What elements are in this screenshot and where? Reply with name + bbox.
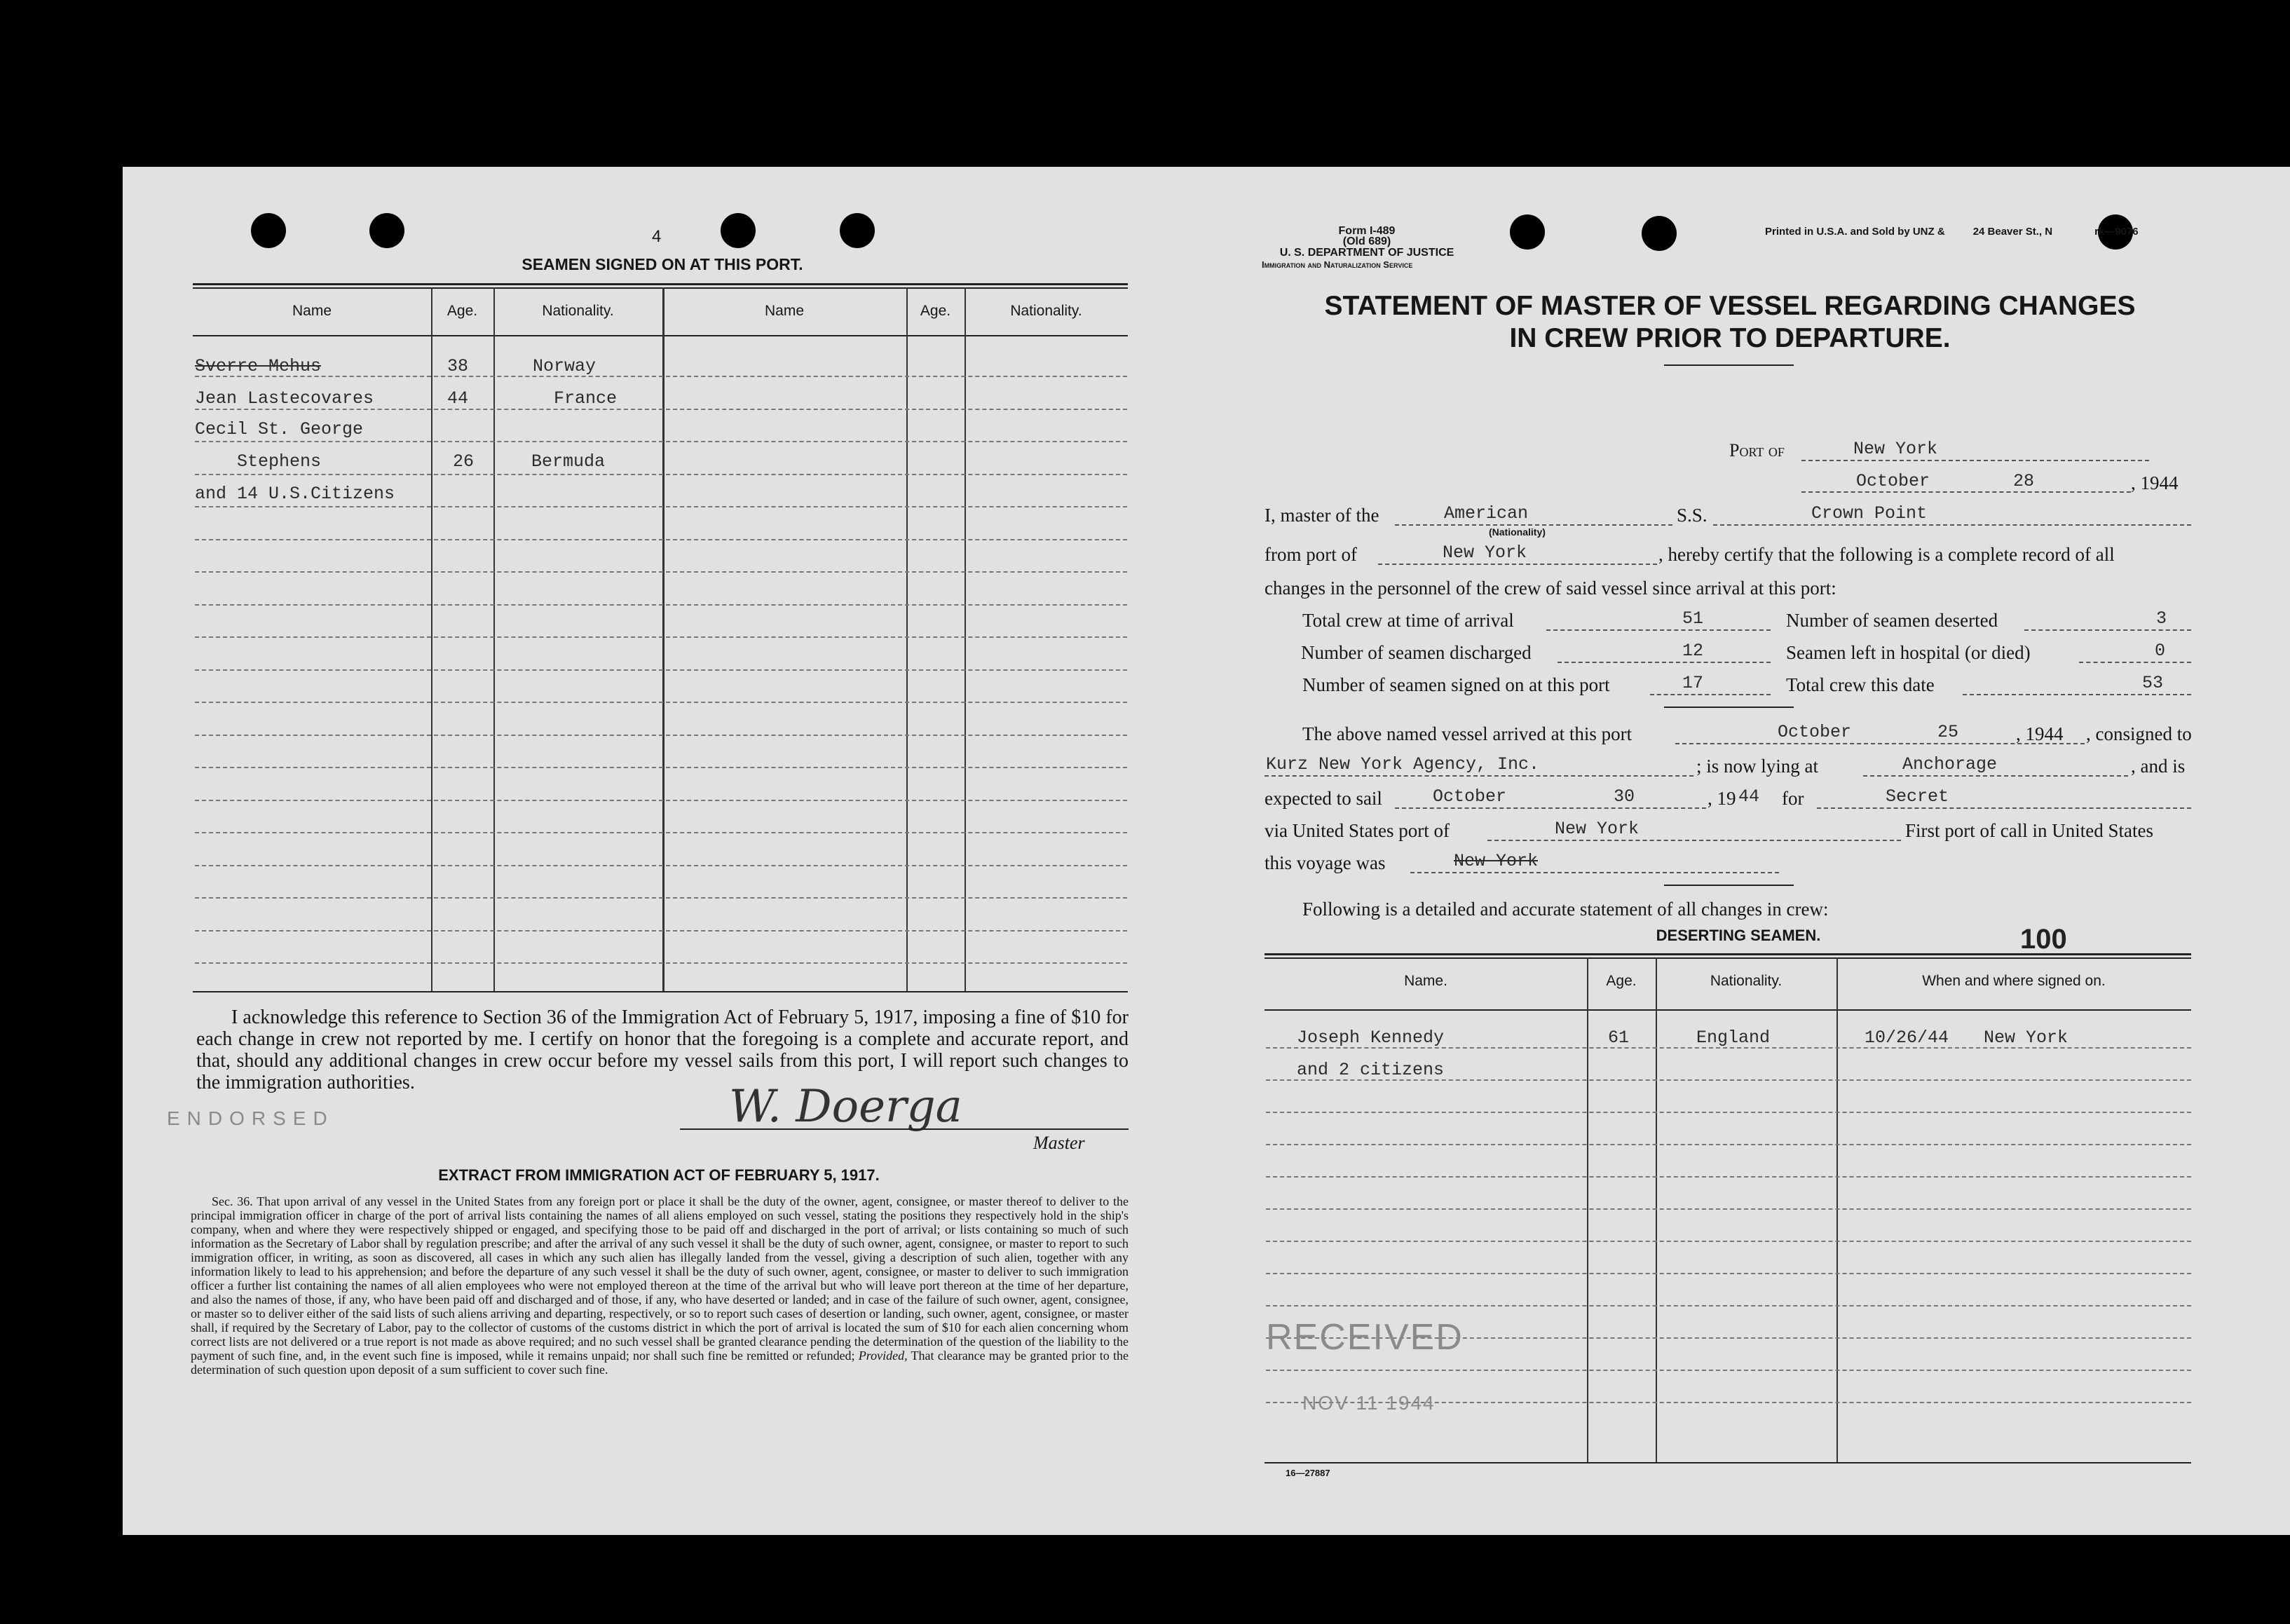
column-divider xyxy=(1656,957,1657,1462)
signed-on-value: 17 xyxy=(1682,673,1704,693)
row-rule xyxy=(195,636,1127,638)
column-divider xyxy=(965,287,966,991)
desert-col-age: Age. xyxy=(1606,973,1637,989)
destination: Secret xyxy=(1886,786,1949,807)
desert-col-nationality: Nationality. xyxy=(1710,973,1783,989)
row-rule xyxy=(1266,1370,2191,1371)
col-header-name: Name xyxy=(292,303,332,319)
sail-month: October xyxy=(1433,786,1507,807)
extract-title: EXTRACT FROM IMMIGRATION ACT OF FEBRUARY 5, 1917. xyxy=(438,1166,880,1184)
expected-label: expected to sail xyxy=(1265,788,1382,809)
via-value: New York xyxy=(1555,819,1640,839)
desert-nationality-cell: England xyxy=(1696,1028,1771,1048)
column-divider xyxy=(431,287,432,991)
crew-age-cell: 38 xyxy=(447,356,469,376)
row-rule xyxy=(195,539,1127,540)
service: Immigration and Naturalization Service xyxy=(1262,259,1413,270)
lying-line xyxy=(1863,775,2128,777)
crew-nationality-cell: Norway xyxy=(533,356,597,376)
this-voyage-label: this voyage was xyxy=(1265,852,1386,873)
acknowledgment-text: I acknowledge this reference to Section 36 of the Immigration Act of February 5, 1917, imposing a fine of $10 for each change in crew not reported by me. I certify on honor that the foregoing is a complete and accurate report, and that, should any additional changes in crew occur before my vessel sails from this port, I will report such changes to the immigration authorities. xyxy=(196,1007,1129,1093)
title-underline xyxy=(1664,364,1794,366)
col-header-nationality-2: Nationality. xyxy=(1010,303,1082,319)
col-header-nationality: Nationality. xyxy=(542,303,614,319)
total-arrival-line xyxy=(1546,629,1771,631)
port-label: Port of xyxy=(1729,440,1785,460)
printer-text: Printed in U.S.A. and Sold by UNZ & xyxy=(1765,226,1945,238)
from-port-line xyxy=(1378,564,1657,565)
crew-nationality-cell: Bermuda xyxy=(531,451,606,472)
desert-table-top-rule xyxy=(1265,953,2191,955)
form-title xyxy=(1258,290,2202,355)
port-line xyxy=(1801,460,2149,461)
form-number-block xyxy=(1311,226,1423,247)
this-voyage-line xyxy=(1410,872,1779,873)
row-rule xyxy=(1266,1176,2191,1178)
signature-line xyxy=(680,1128,1129,1130)
signed-on-line xyxy=(1650,694,1771,695)
crew-age-cell: 44 xyxy=(447,388,469,409)
endorsed-stamp: ENDORSED xyxy=(167,1107,334,1129)
total-date-value: 53 xyxy=(2142,673,2164,693)
stamp-number: 100 xyxy=(2020,924,2067,955)
row-rule xyxy=(195,506,1127,507)
from-port-label: from port of xyxy=(1265,544,1357,565)
printer-text-2: 24 Beaver St., N xyxy=(1972,226,2053,238)
col-header-age-2: Age. xyxy=(920,303,951,319)
row-rule xyxy=(195,571,1127,573)
crew-name-cell: and 14 U.S.Citizens xyxy=(195,484,395,504)
column-divider xyxy=(906,287,908,991)
sail-day: 30 xyxy=(1614,786,1635,807)
total-date-line xyxy=(1963,694,2191,695)
desert-where-cell: New York xyxy=(1984,1028,2069,1048)
row-rule xyxy=(195,735,1127,736)
row-rule xyxy=(195,441,1127,442)
nationality-caption: (Nationality) xyxy=(1489,526,1546,538)
crew-name-cell: Cecil St. George xyxy=(195,419,364,439)
deserted-label: Number of seamen deserted xyxy=(1786,610,1998,631)
signed-on-label: Number of seamen signed on at this port xyxy=(1302,674,1610,695)
changes-text: changes in the personnel of the crew of said vessel since arrival at this port: xyxy=(1265,578,1836,599)
row-rule xyxy=(1266,1144,2191,1145)
desert-header-rule xyxy=(1265,1009,2191,1011)
section-title: SEAMEN SIGNED ON AT THIS PORT. xyxy=(522,255,803,273)
provided-label: Provided, xyxy=(858,1349,908,1363)
column-divider xyxy=(493,287,495,991)
hospital-value: 0 xyxy=(2155,641,2166,661)
row-rule xyxy=(1266,1241,2191,1242)
via-line xyxy=(1487,840,1901,841)
printer-line xyxy=(1765,226,2139,238)
lying-label: ; is now lying at xyxy=(1696,756,1818,777)
hospital-label: Seamen left in hospital (or died) xyxy=(1786,642,2031,663)
master-signature: W. Doerga xyxy=(729,1081,962,1133)
crew-name-cell: Sverre Mehus xyxy=(195,356,322,376)
arrived-label: The above named vessel arrived at this port xyxy=(1302,723,1633,744)
sec-body: That upon arrival of any vessel in the United States from any foreign port or place it shall be the duty of the owner, agent, consignee, or master thereof to deliver to the principal immigration officer in charge of the port of arrival lists containing the names of all aliens employed on such vessel, stating the positions they respectively hold in the ship's company, when and where they were respectively shipped or engaged, and specifying those to be paid off and discharged in the port of arrival; or lists containing so much of such information as the Secretary of Labor shall by regulation prescribe; and after the arrival of any such vessel it shall be the duty of such owner, agent, consignee, or master to report to such immigration officer, in writing, as soon as discovered, all cases in which any such alien has illegally landed from the vessel, giving a description of such alien, together with any information likely to lead to his apprehension; and before the departure of any such vessel it shall be the duty of such owner, agent, consignee, or master to deliver to such immigration officer a further list containing the names of all alien employees who were not employed thereon at the time of the arrival but who will leave port thereon at the time of her departure, and also the names of those, if any, who have been paid off and discharged and of those, if any, who have deserted or landed; and in case of the failure of such owner, agent, consignee, or master so to deliver either of the said lists of such aliens arriving and departing, respectively, or so to report such cases of desertion or landing, such owner, agent, consignee, or master shall, if required by the Secretary of Labor, pay to the collector of customs of the customs district in which the port of arrival is located the sum of $10 for each alien concerning whom correct lists are not delivered or a true report is not made as above required; and no such vessel shall be granted clearance pending the determination of the question of the liability to the payment of such fine, and, in the event such fine is imposed, while it remains unpaid; nor shall such fine be remitted or refunded; xyxy=(191,1194,1129,1363)
row-rule xyxy=(195,962,1127,964)
arrived-day: 25 xyxy=(1937,722,1959,742)
row-rule xyxy=(195,669,1127,671)
first-port-label: First port of call in United States xyxy=(1905,820,2153,841)
row-rule xyxy=(195,832,1127,833)
consignee: Kurz New York Agency, Inc. xyxy=(1266,754,1540,775)
sail-year-suffix: 44 xyxy=(1738,786,1760,807)
title-line-2: IN CREW PRIOR TO DEPARTURE. xyxy=(1509,323,1951,353)
arrived-month: October xyxy=(1778,722,1852,742)
desert-table-top-rule xyxy=(1265,957,2191,959)
footer-code: 16—27887 xyxy=(1286,1468,1330,1478)
master-label: Master xyxy=(1033,1133,1085,1153)
total-arrival-value: 51 xyxy=(1682,608,1704,629)
crew-name-cell: Jean Lastecovares xyxy=(195,388,374,409)
lying-value: Anchorage xyxy=(1902,754,1998,775)
date-month: October xyxy=(1856,471,1930,491)
row-rule xyxy=(1266,1112,2191,1113)
section-36-text xyxy=(191,1194,1129,1377)
discharged-value: 12 xyxy=(1682,641,1704,661)
destination-line xyxy=(1817,807,2191,809)
table-bottom-rule xyxy=(193,991,1128,992)
this-voyage-value: New York xyxy=(1454,851,1539,871)
ss-label: S.S. xyxy=(1677,505,1708,526)
consigned-label: , consigned to xyxy=(2086,723,2192,744)
department: U. S. DEPARTMENT OF JUSTICE xyxy=(1279,247,1454,259)
row-rule xyxy=(195,767,1127,768)
deserted-value: 3 xyxy=(2156,608,2167,629)
date-day: 28 xyxy=(2013,471,2035,491)
punch-hole xyxy=(840,213,875,248)
table-header-rule xyxy=(193,335,1128,336)
table-top-rule xyxy=(193,283,1128,285)
master-of-label: I, master of the xyxy=(1265,505,1379,526)
total-date-label: Total crew this date xyxy=(1786,674,1935,695)
crew-age-cell: 26 xyxy=(453,451,475,472)
row-rule xyxy=(195,897,1127,899)
row-rule xyxy=(1266,1273,2191,1274)
counts-underline xyxy=(1664,707,1794,708)
via-label: via United States port of xyxy=(1265,820,1450,841)
nationality-value: American xyxy=(1444,503,1529,524)
punch-hole xyxy=(369,213,404,248)
from-port-value: New York xyxy=(1443,543,1527,563)
punch-hole xyxy=(1510,214,1545,250)
col-header-age: Age. xyxy=(447,303,478,319)
sec-label: Sec. 36. xyxy=(212,1194,253,1208)
provided-body: That clearance may be granted prior to the determination of such question upon deposit of a sum sufficient to cover such fine. xyxy=(191,1349,1129,1377)
and-is-label: , and is xyxy=(2131,756,2186,777)
printer-text-3: rk—9076 xyxy=(2094,226,2139,238)
port-value: New York xyxy=(1853,439,1938,459)
old-form-number: (Old 689) xyxy=(1342,236,1391,247)
desert-col-name: Name. xyxy=(1404,973,1447,989)
title-line-1: STATEMENT OF MASTER OF VESSEL REGARDING CHANGES xyxy=(1324,291,2136,321)
punch-hole xyxy=(251,213,286,248)
column-divider xyxy=(662,287,664,991)
ship-name-line xyxy=(1713,524,2191,526)
desert-name-cell: Joseph Kennedy xyxy=(1297,1028,1445,1048)
table-top-rule xyxy=(193,287,1128,289)
date-line xyxy=(1801,491,2131,493)
desert-bottom-rule xyxy=(1265,1462,2191,1463)
punch-hole xyxy=(1642,216,1677,251)
row-rule xyxy=(195,702,1127,703)
date-year: , 1944 xyxy=(2131,472,2179,493)
following-text: Following is a detailed and accurate statement of all changes in crew: xyxy=(1302,899,1829,920)
certify-text: , hereby certify that the following is a complete record of all xyxy=(1658,544,2115,565)
column-divider xyxy=(1587,957,1588,1462)
row-rule xyxy=(195,376,1127,377)
row-rule xyxy=(195,865,1127,866)
sail-year-prefix: , 19 xyxy=(1708,788,1736,809)
crew-name-cell: Stephens xyxy=(237,451,322,472)
row-rule xyxy=(1266,1305,2191,1306)
voyage-underline xyxy=(1664,885,1794,886)
consignee-line xyxy=(1265,775,1693,777)
desert-age-cell: 61 xyxy=(1608,1028,1630,1048)
col-header-name-2: Name xyxy=(764,303,805,319)
desert-col-when-where: When and where signed on. xyxy=(1922,973,2106,989)
deserted-line xyxy=(2024,629,2191,631)
row-rule xyxy=(1266,1208,2191,1210)
total-arrival-label: Total crew at time of arrival xyxy=(1302,610,1514,631)
crew-nationality-cell: France xyxy=(554,388,618,409)
row-rule xyxy=(195,800,1127,801)
arrived-year: , 1944 xyxy=(2016,723,2064,744)
ship-name: Crown Point xyxy=(1811,503,1928,524)
hospital-line xyxy=(2079,662,2191,663)
received-stamp: RECEIVED xyxy=(1266,1317,1464,1358)
column-divider xyxy=(1836,957,1838,1462)
discharged-label: Number of seamen discharged xyxy=(1301,642,1532,663)
row-rule xyxy=(195,604,1127,606)
row-rule xyxy=(195,930,1127,932)
deserting-title: DESERTING SEAMEN. xyxy=(1656,927,1821,944)
desert-name-cell: and 2 citizens xyxy=(1297,1060,1445,1080)
form-number: Form I-489 xyxy=(1338,225,1396,237)
for-label: for xyxy=(1782,788,1804,809)
punch-hole xyxy=(721,213,756,248)
sail-date-line xyxy=(1395,807,1706,809)
row-rule xyxy=(195,474,1127,475)
page-number: 4 xyxy=(652,227,662,246)
received-date-stamp: NOV 11 1944 xyxy=(1302,1392,1436,1414)
desert-when-cell: 10/26/44 xyxy=(1865,1028,1949,1048)
nationality-line xyxy=(1395,524,1672,526)
discharged-line xyxy=(1558,662,1771,663)
